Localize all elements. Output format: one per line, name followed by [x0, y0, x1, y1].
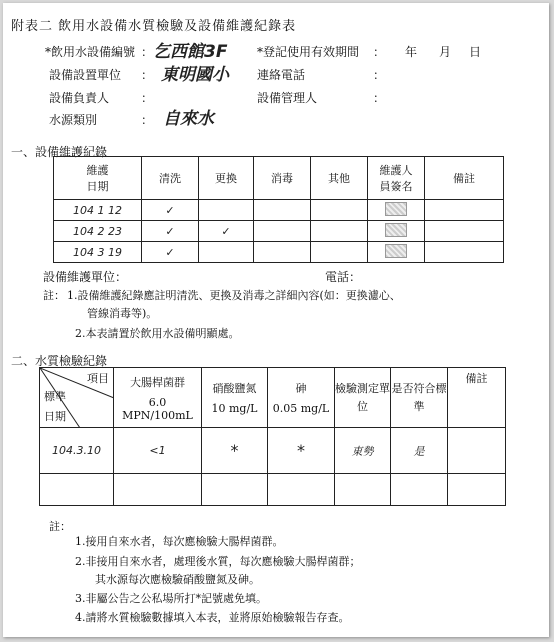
table-row — [54, 221, 504, 242]
row-date: 104 1 12 — [54, 200, 142, 221]
row-date: 104.3.10 — [40, 428, 114, 474]
row-signer — [368, 242, 425, 263]
header-coliform: 大腸桿菌群 6.0 MPN/100mL — [114, 368, 202, 428]
row-lab: 東勢 — [335, 428, 391, 474]
manager-label: 設備管理人 — [257, 91, 318, 105]
header-disinfect: 消毒 — [254, 157, 311, 200]
validity-label: *登記使用有效期間 — [257, 45, 360, 59]
colon: ： — [141, 113, 154, 127]
row-note — [448, 428, 506, 474]
header-other: 其他 — [311, 157, 368, 200]
colon: ： — [141, 45, 154, 59]
row-signer — [368, 221, 425, 242]
quality-note-1: 1.接用自來水者，每次應檢驗大腸桿菌群。 — [75, 535, 284, 548]
quality-note-4: 4.請將水質檢驗數據填入本表，並將原始檢驗報告存查。 — [75, 611, 350, 624]
row-disinfect — [254, 221, 311, 242]
quality-header-row — [40, 368, 506, 428]
quality-note-2: 2.非接用自來水者，處理後水質，每次應檢驗大腸桿菌群； — [75, 555, 361, 568]
maintenance-phone-label: 電話： — [325, 270, 362, 284]
row-other — [311, 221, 368, 242]
row-disinfect — [254, 200, 311, 221]
header-replace: 更換 — [199, 157, 254, 200]
maintenance-note-1: 1.設備維護紀錄應註明清洗、更換及消毒之詳細內容(如：更換濾心、 — [67, 289, 401, 302]
row-pass: 是 — [391, 428, 448, 474]
table-row — [54, 200, 504, 221]
header-arsenic: 砷 0.05 mg/L — [268, 368, 335, 428]
header-item: 項目 — [87, 372, 109, 385]
device-no-value: 乞西館3F — [153, 42, 228, 62]
validity-month: 月 — [439, 45, 452, 59]
maintenance-note-2: 2.本表請置於飲用水設備明顯處。 — [75, 327, 240, 340]
header-note: 備註 — [425, 157, 504, 200]
table-row — [40, 428, 506, 474]
row-coliform: <1 — [114, 428, 202, 474]
maintenance-header-row — [54, 157, 504, 200]
owner-label: 設備負責人 — [49, 91, 110, 105]
header-date: 日期 — [44, 410, 66, 423]
header-pass: 是否符合標準 — [391, 368, 448, 428]
phone-colon: ： — [373, 68, 386, 82]
quality-note-2b: 其水源每次應檢驗硝酸鹽氮及砷。 — [95, 573, 260, 586]
header-note: 備註 — [448, 368, 506, 428]
signature-stamp — [385, 223, 407, 237]
row-note — [425, 200, 504, 221]
row-clean: ✓ — [142, 200, 199, 221]
validity-colon: ： — [373, 45, 386, 59]
header-diagonal-cell — [40, 368, 114, 428]
header-signer: 維護人 員簽名 — [368, 157, 425, 200]
signature-stamp — [385, 202, 407, 216]
row-replace — [199, 200, 254, 221]
row-note — [425, 242, 504, 263]
device-no-label: *飲用水設備編號 — [45, 45, 136, 59]
signature-stamp — [385, 244, 407, 258]
row-note — [425, 221, 504, 242]
table-row — [54, 242, 504, 263]
row-nitrate: * — [202, 428, 268, 474]
maintenance-section-title: 一、設備維護紀錄 — [11, 145, 108, 159]
manager-colon: ： — [373, 91, 386, 105]
row-other — [311, 242, 368, 263]
header-date: 維護 日期 — [54, 157, 142, 200]
source-label: 水源類別 — [49, 113, 98, 127]
header-standard: 標準 — [44, 390, 66, 403]
row-disinfect — [254, 242, 311, 263]
row-clean: ✓ — [142, 221, 199, 242]
phone-label: 連絡電話 — [257, 68, 306, 82]
quality-section-title: 二、水質檢驗紀錄 — [11, 354, 108, 368]
header-clean: 清洗 — [142, 157, 199, 200]
validity-day: 日 — [469, 45, 482, 59]
table-row-empty — [40, 474, 506, 506]
maintenance-table — [53, 156, 504, 263]
header-lab: 檢驗測定單位 — [335, 368, 391, 428]
header-nitrate: 硝酸鹽氮 10 mg/L — [202, 368, 268, 428]
row-date: 104 2 23 — [54, 221, 142, 242]
colon: ： — [141, 91, 154, 105]
maintenance-note-prefix: 註： — [43, 289, 65, 302]
row-signer — [368, 200, 425, 221]
row-arsenic: * — [268, 428, 335, 474]
maintenance-unit-label: 設備維護單位： — [43, 270, 128, 284]
location-label: 設備設置單位 — [49, 68, 122, 82]
document-page — [3, 3, 549, 637]
maintenance-note-1b: 管線消毒等)。 — [87, 307, 158, 320]
row-date: 104 3 19 — [54, 242, 142, 263]
row-other — [311, 200, 368, 221]
row-replace: ✓ — [199, 221, 254, 242]
quality-note-3: 3.非屬公告之公私場所打*記號處免填。 — [75, 592, 267, 605]
location-value: 東明國小 — [161, 65, 229, 85]
source-value: 自來水 — [163, 109, 214, 129]
quality-table — [39, 367, 506, 506]
quality-note-prefix: 註： — [49, 520, 71, 533]
colon: ： — [141, 68, 154, 82]
validity-year: 年 — [405, 45, 418, 59]
row-clean: ✓ — [142, 242, 199, 263]
row-replace — [199, 242, 254, 263]
form-title: 附表二 飲用水設備水質檢驗及設備維護紀錄表 — [11, 19, 297, 34]
